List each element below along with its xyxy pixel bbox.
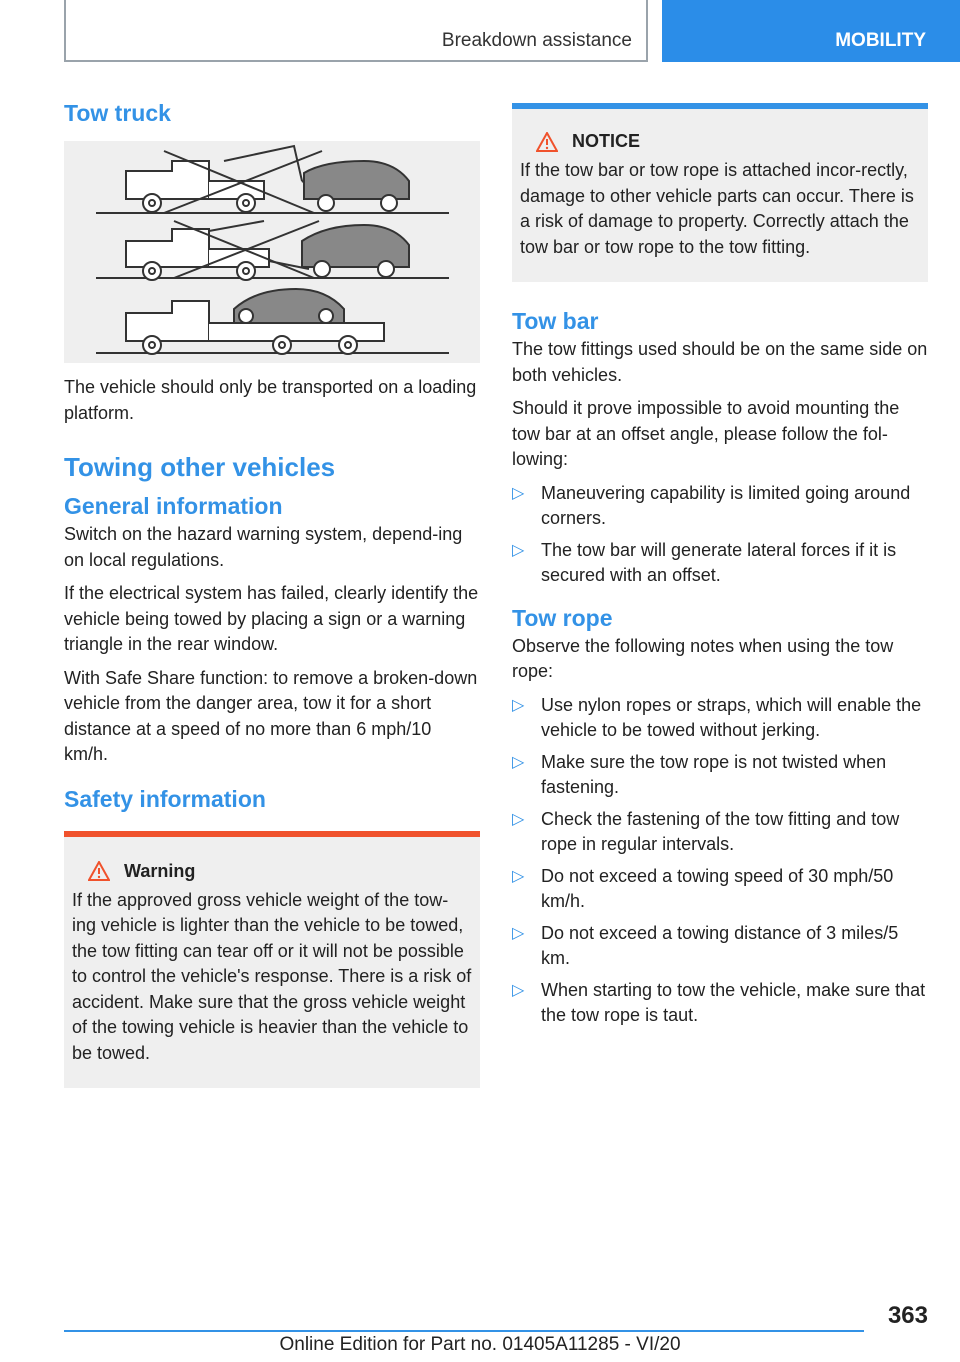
notice-text: If the tow bar or tow rope is attached incor-rectly, damage to other vehicle parts can occur. There is a risk of damage to property. Correctly attach the tow bar or tow rope to the tow fitting. [520, 160, 914, 257]
page-number: 363 [887, 1302, 928, 1329]
triangle-bullet-icon: ▷ [512, 753, 525, 771]
triangle-bullet-icon: ▷ [512, 541, 525, 559]
list-item: ▷ Check the fastening of the tow fitting and tow rope in regular intervals. [512, 808, 900, 854]
list-item: ▷ Maneuvering capability is limited going around corners. [512, 482, 911, 528]
footer-divider [64, 1330, 864, 1332]
left-column [64, 100, 480, 1088]
header-section-tab [64, 0, 648, 62]
tow-bar-paragraph: Should it prove impossible to avoid mounting the tow bar at an offset angle, please follow the fol-lowing: [512, 398, 900, 469]
notice-triangle-icon [536, 132, 558, 152]
header-chapter-title: MOBILITY [835, 30, 926, 51]
tow-bar-heading: Tow bar [512, 308, 599, 334]
notice-title: NOTICE [572, 131, 641, 151]
tow-rope-paragraph: Observe the following notes when using the tow rope: [512, 635, 894, 681]
safety-information-heading: Safety information [64, 785, 266, 812]
tow-bar-paragraph: The tow fittings used should be on the same side on both vehicles. [512, 339, 928, 385]
triangle-bullet-icon: ▷ [512, 696, 525, 714]
warning-title: Warning [124, 860, 196, 881]
warning-title-row [88, 861, 472, 882]
general-info-paragraph: With Safe Share function: to remove a broken-down vehicle from the danger area, tow it for a short distance at a speed of no more than 6 mph/10 km/h. [64, 667, 478, 764]
warning-triangle-icon [88, 861, 110, 881]
triangle-bullet-icon: ▷ [512, 924, 525, 942]
header-chapter-tab [662, 0, 960, 62]
notice-title-row [536, 131, 920, 152]
right-column [512, 103, 928, 1035]
warning-box [64, 837, 480, 1089]
list-item: ▷ The tow bar will generate lateral forces if it is secured with an offset. [512, 539, 897, 585]
general-info-paragraph: Switch on the hazard warning system, depend-ing on local regulations. [64, 524, 463, 570]
triangle-bullet-icon: ▷ [512, 867, 525, 885]
list-item: ▷ When starting to tow the vehicle, make sure that the tow rope is taut. [512, 979, 926, 1025]
triangle-bullet-icon: ▷ [512, 810, 525, 828]
triangle-bullet-icon: ▷ [512, 484, 525, 502]
list-item: ▷ Use nylon ropes or straps, which will enable the vehicle to be towed without jerking. [512, 694, 922, 740]
tow-truck-illustration [64, 141, 480, 363]
warning-text: If the approved gross vehicle weight of the tow-ing vehicle is lighter than the vehicle to be towed, the tow fitting can tear off or it will not be possible to control the vehicle's response. There is a risk of accident. Make sure that the gross vehicle weight of the towing vehicle is heavier than the vehicle to be towed. [72, 889, 472, 1063]
tow-bar-list [512, 481, 928, 589]
tow-truck-diagram-icon [64, 141, 480, 363]
general-info-paragraph: If the electrical system has failed, clearly identify the vehicle being towed by placing a sign or a warning triangle in the rear window. [64, 583, 479, 654]
general-information-heading: General information [64, 493, 283, 519]
list-item: ▷ Do not exceed a towing distance of 3 miles/5 km. [512, 922, 899, 968]
tow-truck-text: The vehicle should only be transported on a loading platform. [64, 377, 477, 423]
header-section-title: Breakdown assistance [441, 30, 632, 51]
towing-other-vehicles-heading: Towing other vehicles [64, 452, 336, 482]
tow-rope-heading: Tow rope [512, 604, 613, 631]
tow-truck-heading: Tow truck [64, 100, 171, 126]
list-item: ▷ Do not exceed a towing speed of 30 mph/50 km/h. [512, 865, 894, 911]
footer-edition-text: Online Edition for Part no. 01405A11285 - VI/20 [279, 1334, 681, 1355]
tow-rope-list [512, 693, 928, 1029]
triangle-bullet-icon: ▷ [512, 981, 525, 999]
list-item: ▷ Make sure the tow rope is not twisted when fastening. [512, 751, 887, 797]
notice-box [512, 109, 928, 282]
